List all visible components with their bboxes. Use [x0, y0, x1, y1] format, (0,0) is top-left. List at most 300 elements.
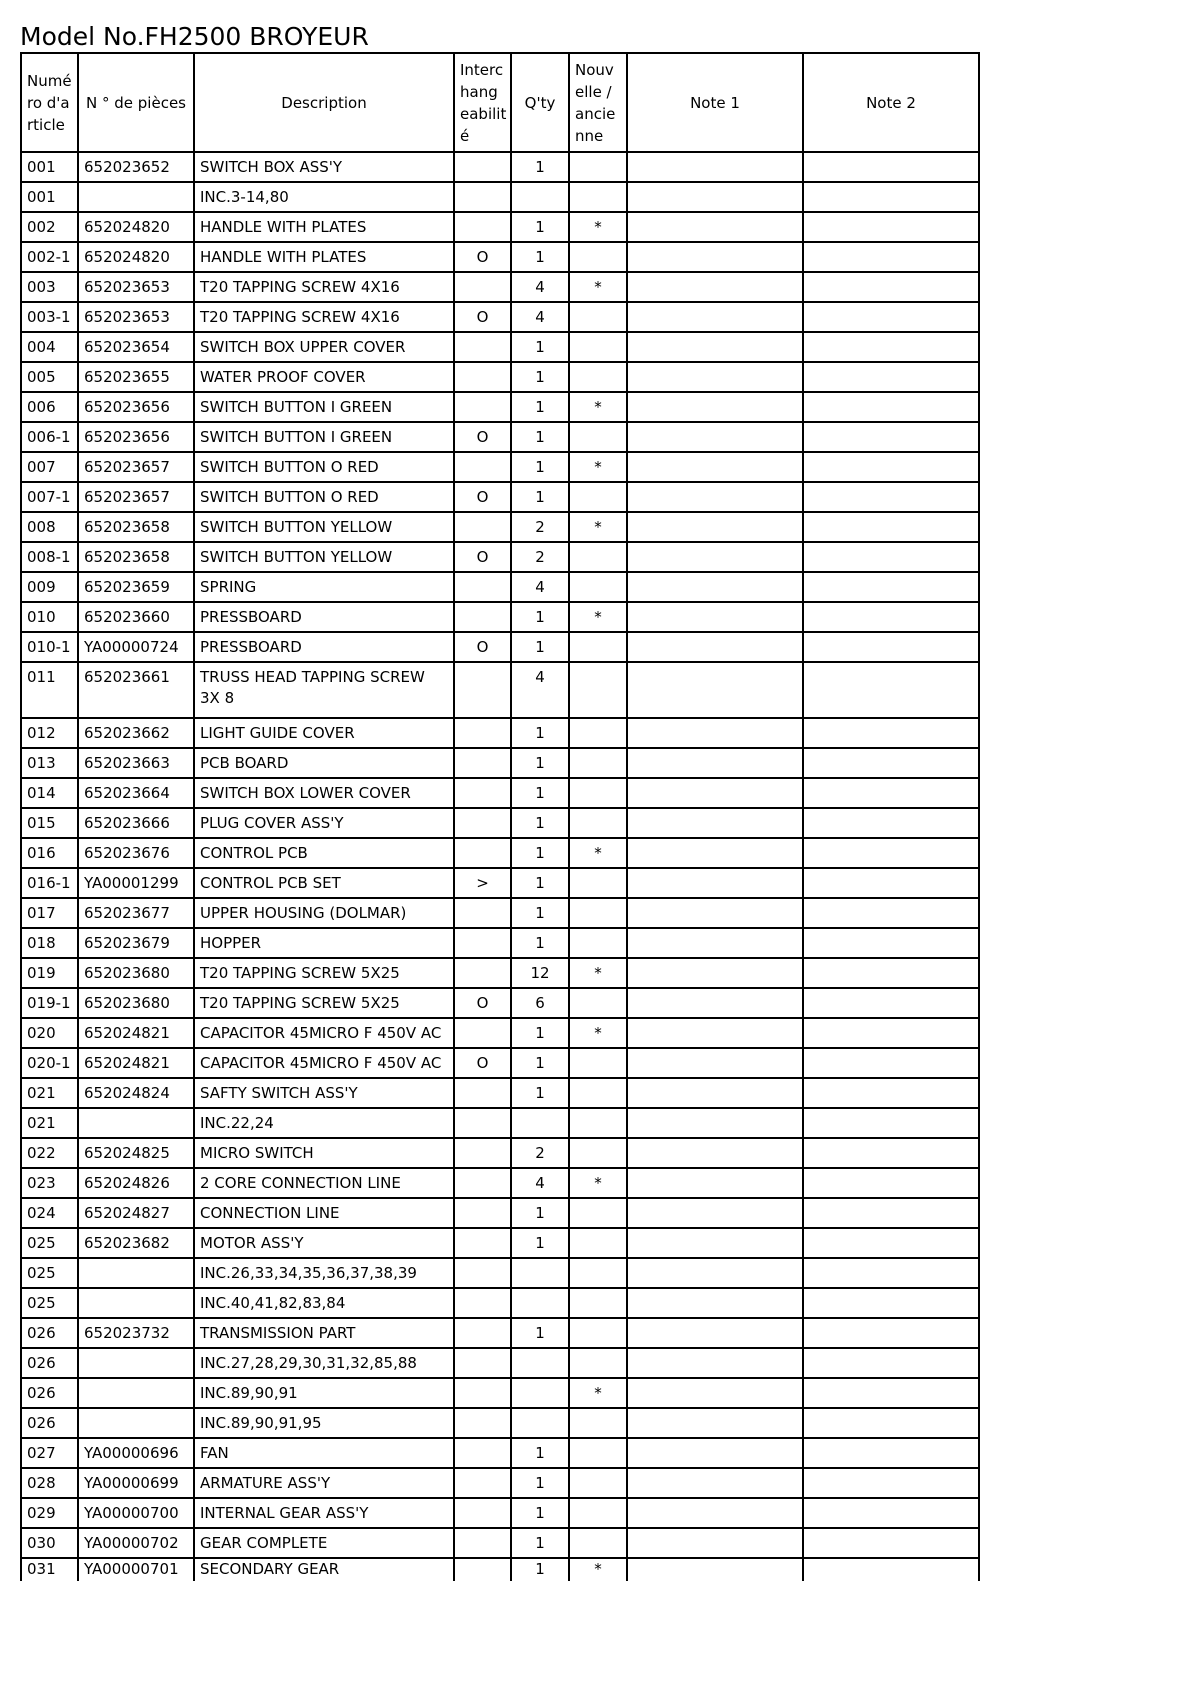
cell-item-no: 022	[21, 1138, 78, 1168]
cell-qty: 1	[511, 778, 569, 808]
cell-item-no: 008-1	[21, 542, 78, 572]
cell-note1	[627, 748, 803, 778]
cell-description: PLUG COVER ASS'Y	[194, 808, 454, 838]
cell-part-no: 652023677	[78, 898, 194, 928]
cell-qty: 4	[511, 272, 569, 302]
cell-note2	[803, 212, 979, 242]
cell-new-old	[569, 482, 627, 512]
cell-qty: 1	[511, 1318, 569, 1348]
cell-note1	[627, 452, 803, 482]
cell-description: PRESSBOARD	[194, 632, 454, 662]
cell-item-no: 003-1	[21, 302, 78, 332]
cell-qty: 1	[511, 422, 569, 452]
cell-note1	[627, 1498, 803, 1528]
cell-interchangeability: >	[454, 868, 511, 898]
cell-note1	[627, 272, 803, 302]
cell-interchangeability	[454, 452, 511, 482]
cell-description: SWITCH BUTTON I GREEN	[194, 422, 454, 452]
cell-qty: 1	[511, 1198, 569, 1228]
cell-qty: 2	[511, 512, 569, 542]
cell-interchangeability	[454, 1258, 511, 1288]
cell-note2	[803, 838, 979, 868]
cell-item-no: 025	[21, 1258, 78, 1288]
cell-description: SWITCH BUTTON I GREEN	[194, 392, 454, 422]
cell-qty: 1	[511, 1018, 569, 1048]
table-row	[21, 1378, 979, 1408]
cell-note1	[627, 1198, 803, 1228]
cell-description: T20 TAPPING SCREW 5X25	[194, 988, 454, 1018]
cell-note1	[627, 1438, 803, 1468]
table-row	[21, 1408, 979, 1438]
cell-item-no: 023	[21, 1168, 78, 1198]
cell-item-no: 020	[21, 1018, 78, 1048]
cell-item-no: 021	[21, 1108, 78, 1138]
cell-qty: 1	[511, 748, 569, 778]
cell-part-no: 652024820	[78, 212, 194, 242]
cell-qty: 1	[511, 602, 569, 632]
cell-note2	[803, 1498, 979, 1528]
table-row	[21, 242, 979, 272]
cell-interchangeability	[454, 1198, 511, 1228]
cell-note1	[627, 572, 803, 602]
cell-new-old	[569, 1528, 627, 1558]
cell-item-no: 017	[21, 898, 78, 928]
cell-part-no: 652023664	[78, 778, 194, 808]
cell-note2	[803, 1138, 979, 1168]
cell-part-no: 652023659	[78, 572, 194, 602]
page-title: Model No.FH2500 BROYEUR	[20, 22, 369, 51]
table-row	[21, 868, 979, 898]
cell-item-no: 026	[21, 1318, 78, 1348]
cell-description: CONNECTION LINE	[194, 1198, 454, 1228]
cell-new-old	[569, 572, 627, 602]
header-note1: Note 1	[627, 53, 803, 152]
cell-item-no: 014	[21, 778, 78, 808]
cell-qty: 1	[511, 1558, 569, 1581]
cell-interchangeability: O	[454, 988, 511, 1018]
cell-new-old	[569, 928, 627, 958]
cell-new-old	[569, 1108, 627, 1138]
cell-note2	[803, 1408, 979, 1438]
table-row	[21, 302, 979, 332]
cell-part-no: 652023657	[78, 452, 194, 482]
cell-note1	[627, 958, 803, 988]
table-row	[21, 422, 979, 452]
table-row	[21, 632, 979, 662]
cell-description: INC.89,90,91,95	[194, 1408, 454, 1438]
cell-item-no: 003	[21, 272, 78, 302]
cell-note1	[627, 1558, 803, 1581]
cell-interchangeability	[454, 512, 511, 542]
cell-interchangeability	[454, 1078, 511, 1108]
cell-part-no: 652023680	[78, 958, 194, 988]
cell-new-old	[569, 422, 627, 452]
cell-note1	[627, 242, 803, 272]
cell-new-old	[569, 1078, 627, 1108]
cell-part-no: 652023656	[78, 392, 194, 422]
cell-note2	[803, 662, 979, 718]
cell-item-no: 021	[21, 1078, 78, 1108]
cell-note2	[803, 1228, 979, 1258]
cell-note1	[627, 1138, 803, 1168]
cell-qty: 1	[511, 1438, 569, 1468]
cell-qty	[511, 1348, 569, 1378]
cell-description: LIGHT GUIDE COVER	[194, 718, 454, 748]
parts-table	[20, 52, 980, 1581]
cell-note2	[803, 958, 979, 988]
cell-part-no: 652023660	[78, 602, 194, 632]
cell-note2	[803, 542, 979, 572]
cell-interchangeability	[454, 928, 511, 958]
table-row	[21, 332, 979, 362]
cell-description: CAPACITOR 45MICRO F 450V AC	[194, 1018, 454, 1048]
cell-item-no: 006-1	[21, 422, 78, 452]
cell-note1	[627, 512, 803, 542]
header-description: Description	[194, 53, 454, 152]
cell-description: SPRING	[194, 572, 454, 602]
cell-note2	[803, 242, 979, 272]
cell-note2	[803, 1348, 979, 1378]
cell-qty: 1	[511, 1468, 569, 1498]
cell-note1	[627, 362, 803, 392]
cell-qty: 1	[511, 332, 569, 362]
table-row	[21, 1078, 979, 1108]
cell-qty: 1	[511, 362, 569, 392]
cell-item-no: 026	[21, 1378, 78, 1408]
cell-qty: 1	[511, 928, 569, 958]
cell-part-no: 652023653	[78, 302, 194, 332]
cell-note2	[803, 1258, 979, 1288]
cell-note1	[627, 542, 803, 572]
cell-note1	[627, 422, 803, 452]
cell-description: SAFTY SWITCH ASS'Y	[194, 1078, 454, 1108]
cell-qty	[511, 182, 569, 212]
cell-note1	[627, 1018, 803, 1048]
cell-new-old	[569, 242, 627, 272]
cell-qty: 1	[511, 1228, 569, 1258]
cell-note2	[803, 1528, 979, 1558]
cell-qty: 12	[511, 958, 569, 988]
cell-item-no: 004	[21, 332, 78, 362]
cell-note1	[627, 808, 803, 838]
cell-interchangeability	[454, 1108, 511, 1138]
table-row	[21, 1108, 979, 1138]
cell-qty	[511, 1258, 569, 1288]
header-note2: Note 2	[803, 53, 979, 152]
cell-interchangeability: O	[454, 302, 511, 332]
table-row	[21, 1228, 979, 1258]
table-row	[21, 572, 979, 602]
cell-item-no: 007-1	[21, 482, 78, 512]
cell-interchangeability: O	[454, 482, 511, 512]
cell-new-old: *	[569, 512, 627, 542]
cell-interchangeability	[454, 1438, 511, 1468]
cell-qty: 4	[511, 302, 569, 332]
cell-part-no: YA00000724	[78, 632, 194, 662]
cell-new-old	[569, 152, 627, 182]
cell-item-no: 016	[21, 838, 78, 868]
cell-part-no	[78, 1378, 194, 1408]
cell-note1	[627, 1078, 803, 1108]
cell-note1	[627, 718, 803, 748]
cell-qty: 1	[511, 1498, 569, 1528]
cell-description: CONTROL PCB SET	[194, 868, 454, 898]
cell-part-no: 652023656	[78, 422, 194, 452]
cell-note1	[627, 1048, 803, 1078]
cell-description: CAPACITOR 45MICRO F 450V AC	[194, 1048, 454, 1078]
cell-note2	[803, 1318, 979, 1348]
cell-part-no: 652023680	[78, 988, 194, 1018]
cell-new-old: *	[569, 1168, 627, 1198]
cell-part-no: 652023652	[78, 152, 194, 182]
cell-description: TRANSMISSION PART	[194, 1318, 454, 1348]
cell-interchangeability: O	[454, 1048, 511, 1078]
cell-new-old: *	[569, 602, 627, 632]
table-row	[21, 718, 979, 748]
cell-interchangeability	[454, 1378, 511, 1408]
cell-note1	[627, 602, 803, 632]
cell-qty: 1	[511, 1048, 569, 1078]
cell-new-old	[569, 362, 627, 392]
cell-description: UPPER HOUSING (DOLMAR)	[194, 898, 454, 928]
cell-note1	[627, 662, 803, 718]
table-row	[21, 1348, 979, 1378]
table-row	[21, 182, 979, 212]
cell-part-no: 652023654	[78, 332, 194, 362]
cell-note2	[803, 1078, 979, 1108]
cell-qty	[511, 1288, 569, 1318]
table-row	[21, 898, 979, 928]
cell-description: SWITCH BUTTON YELLOW	[194, 542, 454, 572]
cell-note2	[803, 572, 979, 602]
cell-item-no: 029	[21, 1498, 78, 1528]
table-row	[21, 1258, 979, 1288]
cell-note2	[803, 988, 979, 1018]
cell-item-no: 001	[21, 182, 78, 212]
cell-interchangeability: O	[454, 632, 511, 662]
cell-interchangeability	[454, 1138, 511, 1168]
cell-note2	[803, 1558, 979, 1581]
cell-new-old	[569, 868, 627, 898]
cell-interchangeability	[454, 272, 511, 302]
table-row	[21, 272, 979, 302]
header-item-no: Numé ro d'a rticle	[21, 53, 78, 152]
cell-new-old	[569, 662, 627, 718]
cell-new-old: *	[569, 958, 627, 988]
cell-interchangeability	[454, 1558, 511, 1581]
cell-description: TRUSS HEAD TAPPING SCREW 3X 8	[194, 662, 454, 718]
cell-note1	[627, 1288, 803, 1318]
cell-interchangeability	[454, 332, 511, 362]
cell-note1	[627, 1228, 803, 1258]
cell-description: PRESSBOARD	[194, 602, 454, 632]
cell-interchangeability	[454, 152, 511, 182]
cell-note2	[803, 482, 979, 512]
cell-item-no: 025	[21, 1228, 78, 1258]
cell-note1	[627, 778, 803, 808]
cell-note1	[627, 332, 803, 362]
cell-part-no: 652023653	[78, 272, 194, 302]
cell-new-old	[569, 778, 627, 808]
cell-note2	[803, 302, 979, 332]
cell-part-no: YA00000701	[78, 1558, 194, 1581]
cell-qty: 1	[511, 898, 569, 928]
table-row	[21, 808, 979, 838]
cell-description: T20 TAPPING SCREW 4X16	[194, 272, 454, 302]
cell-note1	[627, 1318, 803, 1348]
cell-new-old	[569, 542, 627, 572]
table-row	[21, 838, 979, 868]
cell-qty: 1	[511, 808, 569, 838]
cell-description: ARMATURE ASS'Y	[194, 1468, 454, 1498]
cell-new-old	[569, 718, 627, 748]
cell-description: SECONDARY GEAR	[194, 1558, 454, 1581]
cell-item-no: 011	[21, 662, 78, 718]
cell-note1	[627, 212, 803, 242]
cell-note2	[803, 778, 979, 808]
cell-new-old	[569, 748, 627, 778]
cell-note2	[803, 1378, 979, 1408]
cell-part-no: 652024826	[78, 1168, 194, 1198]
cell-item-no: 006	[21, 392, 78, 422]
header-interchangeability: Interc hang eabilit é	[454, 53, 511, 152]
cell-new-old	[569, 1498, 627, 1528]
cell-interchangeability	[454, 1318, 511, 1348]
cell-interchangeability	[454, 662, 511, 718]
cell-part-no: 652023658	[78, 542, 194, 572]
cell-description: INC.3-14,80	[194, 182, 454, 212]
cell-qty: 1	[511, 632, 569, 662]
cell-description: WATER PROOF COVER	[194, 362, 454, 392]
cell-new-old	[569, 1468, 627, 1498]
cell-qty: 1	[511, 868, 569, 898]
cell-interchangeability	[454, 1468, 511, 1498]
cell-note2	[803, 512, 979, 542]
cell-new-old	[569, 302, 627, 332]
cell-description: T20 TAPPING SCREW 5X25	[194, 958, 454, 988]
cell-note2	[803, 898, 979, 928]
cell-qty: 1	[511, 242, 569, 272]
cell-note2	[803, 422, 979, 452]
cell-item-no: 019-1	[21, 988, 78, 1018]
cell-interchangeability	[454, 182, 511, 212]
cell-interchangeability	[454, 1528, 511, 1558]
cell-interchangeability	[454, 1408, 511, 1438]
cell-item-no: 007	[21, 452, 78, 482]
table-row	[21, 1528, 979, 1558]
cell-new-old	[569, 1288, 627, 1318]
cell-new-old: *	[569, 838, 627, 868]
cell-qty	[511, 1408, 569, 1438]
cell-interchangeability	[454, 808, 511, 838]
table-row	[21, 1198, 979, 1228]
cell-item-no: 010	[21, 602, 78, 632]
cell-new-old: *	[569, 212, 627, 242]
cell-description: 2 CORE CONNECTION LINE	[194, 1168, 454, 1198]
table-row	[21, 1438, 979, 1468]
cell-interchangeability	[454, 718, 511, 748]
cell-new-old	[569, 808, 627, 838]
cell-note1	[627, 838, 803, 868]
header-new-old: Nouv elle / ancie nne	[569, 53, 627, 152]
cell-new-old	[569, 182, 627, 212]
cell-note2	[803, 1168, 979, 1198]
cell-part-no	[78, 1348, 194, 1378]
table-row	[21, 452, 979, 482]
cell-qty: 2	[511, 542, 569, 572]
cell-qty: 1	[511, 392, 569, 422]
cell-note2	[803, 452, 979, 482]
cell-note1	[627, 1528, 803, 1558]
cell-note1	[627, 302, 803, 332]
cell-part-no: 652024820	[78, 242, 194, 272]
cell-part-no: YA00000702	[78, 1528, 194, 1558]
cell-qty: 1	[511, 452, 569, 482]
cell-new-old: *	[569, 452, 627, 482]
table-row	[21, 1288, 979, 1318]
cell-description: SWITCH BUTTON O RED	[194, 482, 454, 512]
cell-interchangeability	[454, 1498, 511, 1528]
cell-note2	[803, 748, 979, 778]
cell-description: SWITCH BUTTON YELLOW	[194, 512, 454, 542]
cell-note1	[627, 1108, 803, 1138]
table-row	[21, 602, 979, 632]
cell-note2	[803, 632, 979, 662]
cell-description: SWITCH BOX LOWER COVER	[194, 778, 454, 808]
cell-note2	[803, 392, 979, 422]
cell-new-old: *	[569, 392, 627, 422]
cell-part-no: 652023679	[78, 928, 194, 958]
cell-new-old	[569, 1048, 627, 1078]
cell-item-no: 025	[21, 1288, 78, 1318]
cell-qty: 1	[511, 838, 569, 868]
cell-part-no	[78, 182, 194, 212]
cell-interchangeability	[454, 1228, 511, 1258]
cell-qty: 4	[511, 662, 569, 718]
cell-description: GEAR COMPLETE	[194, 1528, 454, 1558]
cell-description: SWITCH BUTTON O RED	[194, 452, 454, 482]
table-row	[21, 1498, 979, 1528]
cell-note2	[803, 332, 979, 362]
cell-qty: 1	[511, 718, 569, 748]
cell-description: MOTOR ASS'Y	[194, 1228, 454, 1258]
table-header-row	[21, 53, 979, 152]
table-body	[21, 152, 979, 1581]
cell-note2	[803, 182, 979, 212]
cell-description: T20 TAPPING SCREW 4X16	[194, 302, 454, 332]
cell-part-no: 652024824	[78, 1078, 194, 1108]
cell-description: HANDLE WITH PLATES	[194, 242, 454, 272]
table-row	[21, 542, 979, 572]
cell-part-no: YA00001299	[78, 868, 194, 898]
cell-item-no: 013	[21, 748, 78, 778]
table-row	[21, 1138, 979, 1168]
cell-interchangeability	[454, 958, 511, 988]
table-row	[21, 1468, 979, 1498]
table-row	[21, 748, 979, 778]
cell-interchangeability	[454, 748, 511, 778]
cell-note2	[803, 868, 979, 898]
cell-part-no: YA00000696	[78, 1438, 194, 1468]
cell-note2	[803, 152, 979, 182]
cell-new-old	[569, 988, 627, 1018]
cell-part-no: 652023661	[78, 662, 194, 718]
cell-note2	[803, 1288, 979, 1318]
cell-item-no: 005	[21, 362, 78, 392]
cell-item-no: 015	[21, 808, 78, 838]
cell-interchangeability	[454, 362, 511, 392]
cell-item-no: 024	[21, 1198, 78, 1228]
